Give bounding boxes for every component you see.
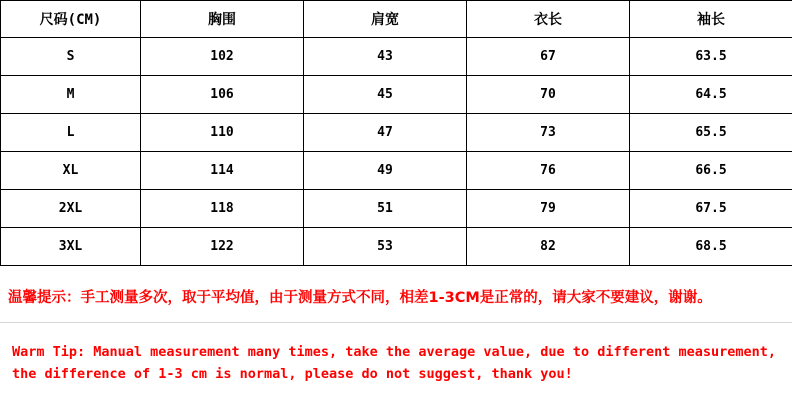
table-row — [1, 190, 792, 228]
cell-size: XL — [1, 152, 141, 190]
cell-size: 2XL — [1, 190, 141, 228]
column-header-length: 衣长 — [467, 1, 630, 38]
cell-shoulder: 51 — [304, 190, 467, 228]
cell-bust: 114 — [141, 152, 304, 190]
table-row — [1, 38, 792, 76]
cell-shoulder: 47 — [304, 114, 467, 152]
cell-length: 76 — [467, 152, 630, 190]
cell-length: 79 — [467, 190, 630, 228]
cell-shoulder: 43 — [304, 38, 467, 76]
cell-length: 82 — [467, 228, 630, 266]
cell-sleeve: 64.5 — [630, 76, 792, 114]
cell-size: M — [1, 76, 141, 114]
cell-sleeve: 66.5 — [630, 152, 792, 190]
table-row — [1, 114, 792, 152]
cell-size: L — [1, 114, 141, 152]
warm-tip-english: Warm Tip: Manual measurement many times, take the average value, due to different measurement, the difference of 1-3 cm is normal, please do not suggest, thank you! — [12, 344, 777, 382]
column-header-shoulder: 肩宽 — [304, 1, 467, 38]
cell-shoulder: 45 — [304, 76, 467, 114]
table-row — [1, 76, 792, 114]
cell-shoulder: 53 — [304, 228, 467, 266]
column-header-sleeve: 袖长 — [630, 1, 792, 38]
cell-sleeve: 63.5 — [630, 38, 792, 76]
cell-length: 70 — [467, 76, 630, 114]
cell-sleeve: 67.5 — [630, 190, 792, 228]
table-row — [1, 228, 792, 266]
column-header-size: 尺码(CM) — [1, 1, 141, 38]
table-row — [1, 152, 792, 190]
cell-bust: 118 — [141, 190, 304, 228]
cell-sleeve: 65.5 — [630, 114, 792, 152]
section-divider — [0, 322, 792, 323]
cell-length: 73 — [467, 114, 630, 152]
cell-bust: 110 — [141, 114, 304, 152]
cell-size: S — [1, 38, 141, 76]
cell-bust: 106 — [141, 76, 304, 114]
table-header-row — [1, 1, 792, 38]
cell-size: 3XL — [1, 228, 141, 266]
cell-length: 67 — [467, 38, 630, 76]
cell-sleeve: 68.5 — [630, 228, 792, 266]
warm-tip-chinese: 温馨提示：手工测量多次，取于平均值，由于测量方式不同，相差1-3CM是正常的，请大家不要建议，谢谢。 — [8, 290, 712, 306]
cell-bust: 102 — [141, 38, 304, 76]
column-header-bust: 胸围 — [141, 1, 304, 38]
cell-shoulder: 49 — [304, 152, 467, 190]
cell-bust: 122 — [141, 228, 304, 266]
